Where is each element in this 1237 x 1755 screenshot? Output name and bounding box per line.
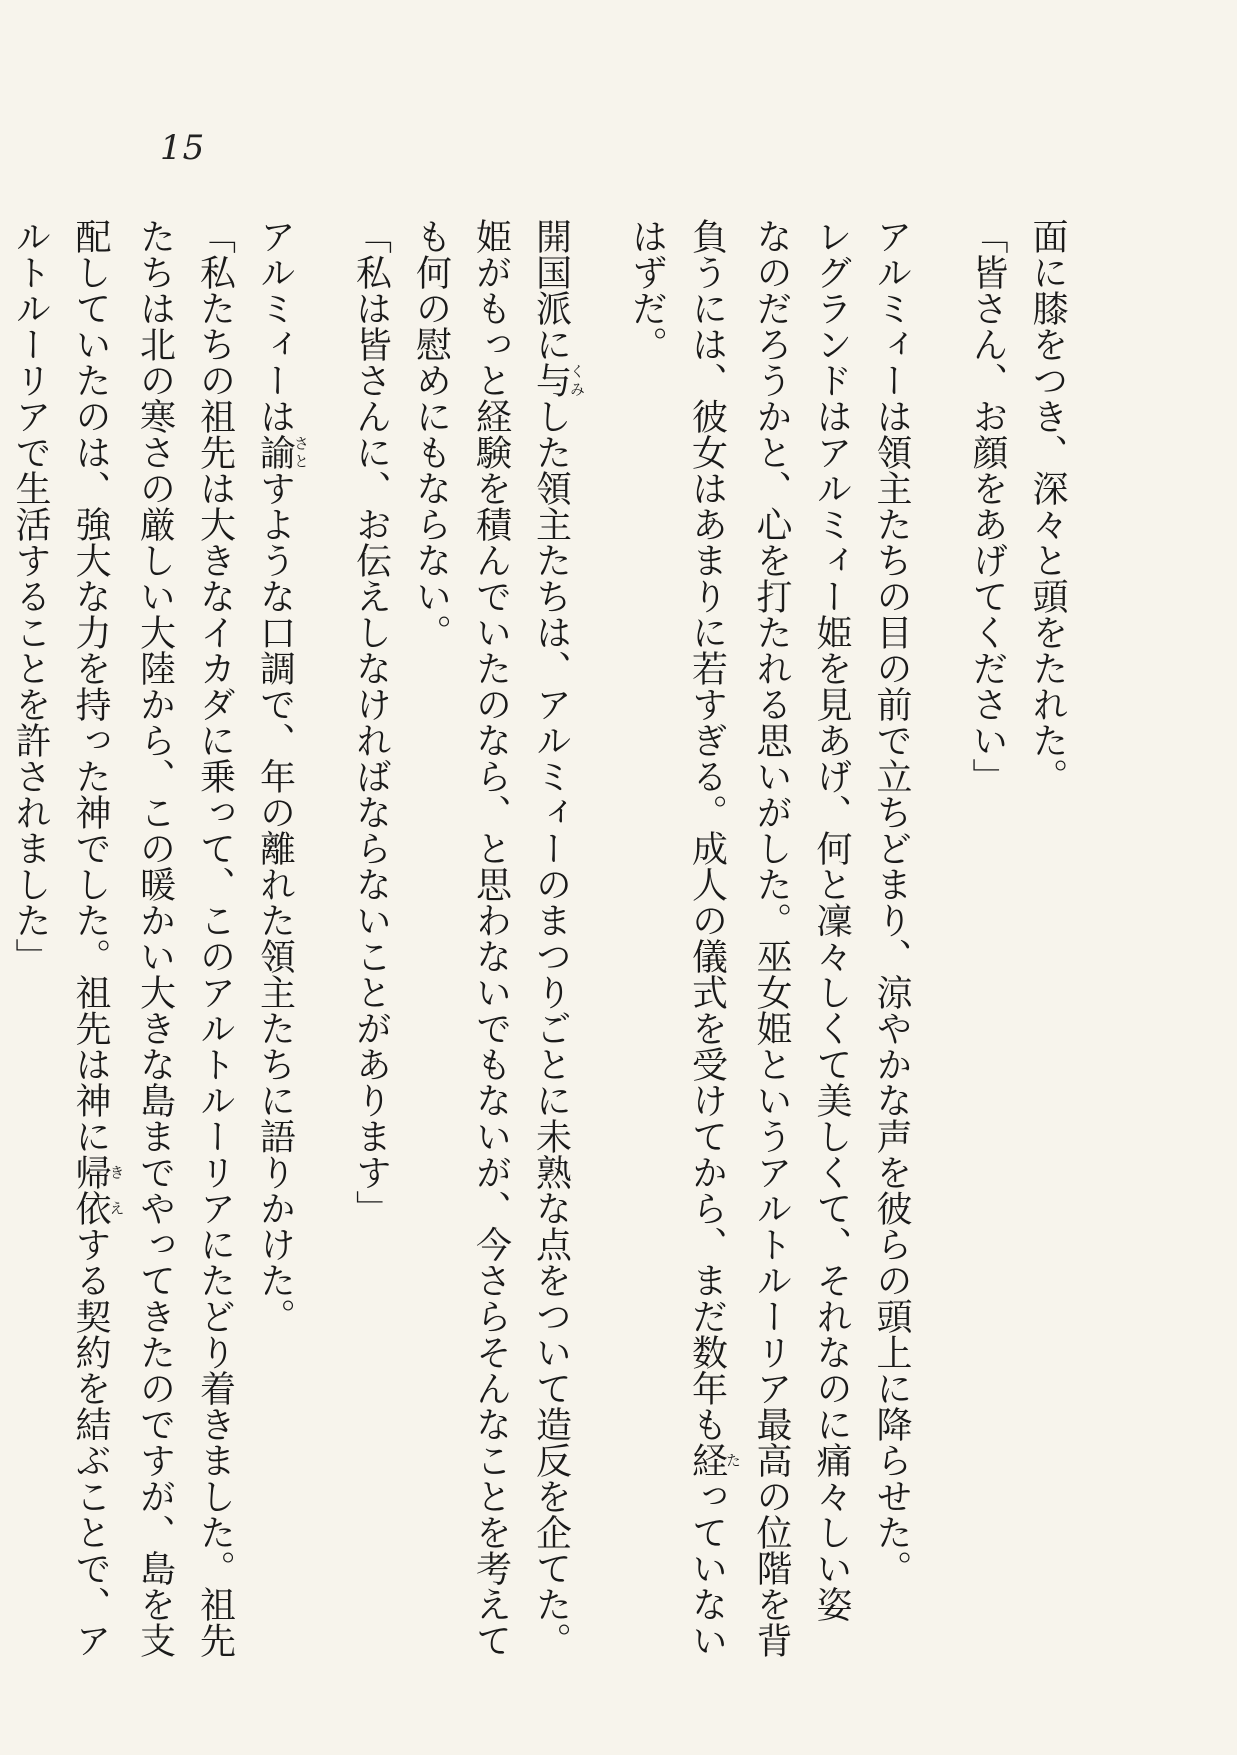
text-line: アルミィーは諭さとすような口調で、年の離れた領主たちに語りかけた。	[254, 218, 310, 1334]
text-line: なのだろうかと、心を打たれる思いがした。巫女姫というアルトルーリア最高の位階を背	[751, 218, 792, 1658]
text-line: 姫がもっと経験を積んでいたのなら、と思わないでもないが、今さらそんなことを考えて	[470, 218, 512, 1658]
text-line: 開国派に与くみした領主たちは、アルミィーのまつりごとに未熟な点をついて造反を企てた。	[530, 218, 586, 1658]
page-number: 15	[160, 128, 206, 168]
text-line: 配していたのは、強大な力を持った神でした。祖先は神に帰依きえする契約を結ぶことで、ア	[70, 218, 126, 1658]
text-line: 「私たちの祖先は大きなイカダに乗って、このアルトルーリアにたどり着きました。祖先	[194, 218, 236, 1658]
text-line: も何の慰めにもならない。	[410, 218, 452, 650]
text-line: アルミィーは領主たちの目の前で立ちどまり、涼やかな声を彼らの頭上に降らせた。	[871, 218, 912, 1586]
vertical-body-text	[0, 218, 1077, 1658]
text-line: レグランドはアルミィー姫を見あげ、何と凜々しくて美しくて、それなのに痛々しい姿	[811, 218, 852, 1622]
text-line: 「皆さん、お顔をあげてください」	[967, 218, 1008, 794]
text-line: たちは北の寒さの厳しい大陸から、この暖かい大きな島までやってきたのですが、島を支	[134, 218, 176, 1658]
furigana: 帰依きえ	[70, 1154, 126, 1226]
text-line: はずだ。	[626, 218, 668, 362]
text-line: ルトルーリアで生活することを許されました」	[10, 218, 51, 974]
furigana: 諭さと	[254, 434, 310, 470]
furigana: 経た	[686, 1442, 742, 1478]
text-line: 面に膝をつき、深々と頭をたれた。	[1027, 218, 1068, 794]
furigana: 与くみ	[530, 362, 586, 398]
text-line: 負うには、彼女はあまりに若すぎる。成人の儀式を受けてから、まだ数年も経たっていない	[686, 218, 742, 1658]
text-line: 「私は皆さんに、お伝えしなければならないことがあります」	[350, 218, 392, 1226]
